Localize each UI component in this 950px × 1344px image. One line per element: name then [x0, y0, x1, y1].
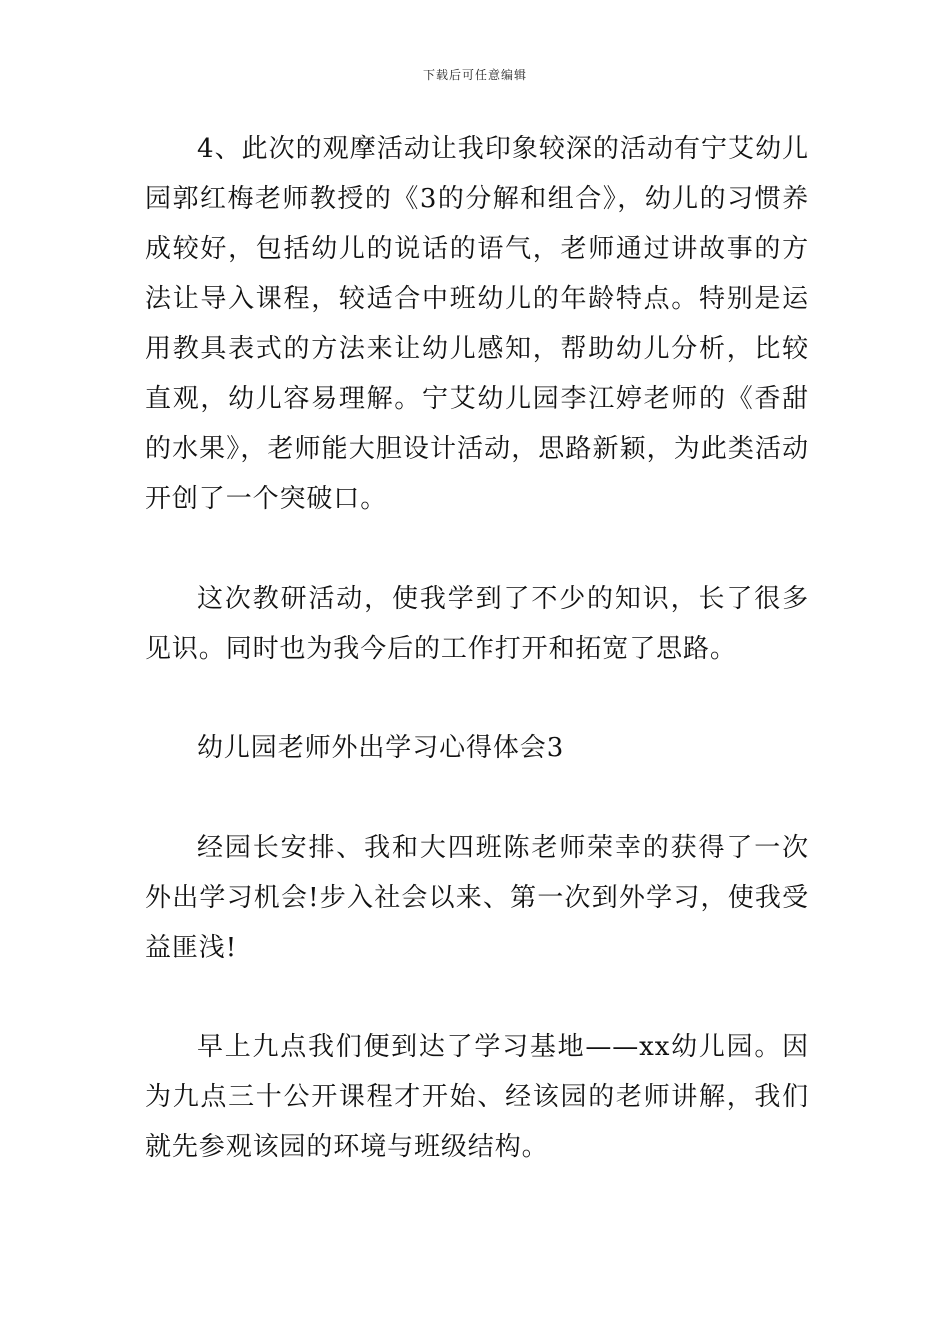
section-heading: 幼儿园老师外出学习心得体会3 [197, 733, 565, 763]
header-note: 下载后可任意编辑 [422, 68, 527, 82]
paragraph-visit: 早上九点我们便到达了学习基地——xx幼儿园。因为九点三十公开课程才开始、经该园的老师讲解，我们就先参观该园的环境与班级结构。 [145, 1032, 809, 1162]
paragraph-summary: 这次教研活动，使我学到了不少的知识，长了很多见识。同时也为我今后的工作打开和拓宽了思路。 [145, 584, 809, 664]
paragraph-arrangement: 经园长安排、我和大四班陈老师荣幸的获得了一次外出学习机会!步入社会以来、第一次到外学习，使我受益匪浅! [145, 833, 809, 963]
paragraph-observation: 4、此次的观摩活动让我印象较深的活动有宁艾幼儿园郭红梅老师教授的《3的分解和组合》，幼儿的习惯养成较好，包括幼儿的说话的语气，老师通过讲故事的方法让导入课程，较适合中班幼儿的年龄特点。特别是运用教具表式的方法来让幼儿感知，帮助幼儿分析，比较直观，幼儿容易理解。宁艾幼儿园李江婷老师的《香甜的水果》，老师能大胆设计活动，思路新颖，为此类活动开创了一个突破口。 [145, 134, 809, 514]
